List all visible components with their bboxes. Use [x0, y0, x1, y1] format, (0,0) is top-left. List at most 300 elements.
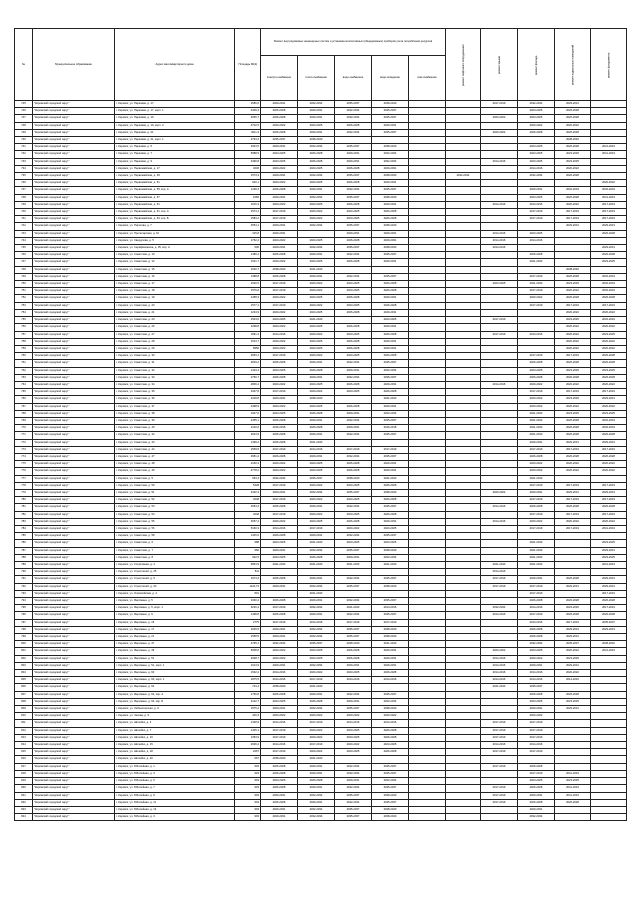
water-drain-cell: 2032-2034 — [372, 367, 409, 374]
table-row — [15, 655, 627, 662]
water-drain-cell — [372, 756, 409, 763]
gas-cell — [409, 223, 446, 230]
area-cell: 1576,8 — [235, 288, 261, 295]
water-drain-cell: 2014-2016 — [372, 720, 409, 727]
table-row — [15, 468, 627, 475]
gas-cell — [409, 410, 446, 417]
basement-cell: 2041-2043 — [555, 785, 591, 792]
water-supply-cell: 2035-2037 — [335, 634, 372, 641]
water-drain-cell: 2035-2037 — [372, 360, 409, 367]
roof-cell: 2023-2025 — [481, 281, 518, 288]
gas-cell — [409, 763, 446, 770]
water-supply-cell: 2032-2034 — [335, 533, 372, 540]
roof-cell: 2014-2016 — [481, 518, 518, 525]
electricity-cell: 2026-2028 — [261, 417, 298, 424]
table-row — [15, 389, 627, 396]
roof-cell: 2017-2019 — [481, 734, 518, 741]
row-num: 762 — [15, 367, 33, 374]
water-supply-cell — [335, 756, 372, 763]
heat-cell: 2023-2025 — [298, 165, 335, 172]
municipality-cell: "Кировский городской округ" — [33, 252, 115, 259]
table-row — [15, 482, 627, 489]
roof-cell: 2014-2016 — [481, 201, 518, 208]
electricity-cell: 2014-2016 — [261, 742, 298, 749]
basement-cell: 2026-2028 — [555, 598, 591, 605]
municipality-cell: "Кировский городской округ" — [33, 151, 115, 158]
electricity-cell: 2020-2022 — [261, 338, 298, 345]
table-row — [15, 115, 627, 122]
elevator-cell — [446, 698, 481, 705]
address-cell: г. Кировск, ул. Первомайская, д. 55, кор. А — [115, 187, 235, 194]
foundation-cell: 2017-2019 — [591, 590, 627, 597]
row-num: 779 — [15, 489, 33, 496]
heat-cell: 2032-2034 — [298, 245, 335, 252]
table-row — [15, 806, 627, 813]
roof-cell: 2020-2022 — [481, 115, 518, 122]
water-supply-cell: 2023-2025 — [335, 281, 372, 288]
foundation-cell: 2026-2028 — [591, 353, 627, 360]
municipality-cell: "Кировский городской округ" — [33, 749, 115, 756]
address-cell: г. Кировск, ул. Советская, д. 28 — [115, 338, 235, 345]
water-supply-cell: 2020-2022 — [335, 713, 372, 720]
elevator-cell — [446, 338, 481, 345]
address-cell: г. Кировск, ул. Советская, д. 6 — [115, 540, 235, 547]
elevator-cell — [446, 410, 481, 417]
heat-cell: 2023-2025 — [298, 655, 335, 662]
elevator-cell — [446, 612, 481, 619]
elevator-cell — [446, 129, 481, 136]
facade-cell: 2026-2028 — [518, 691, 555, 698]
foundation-cell: 2029-2031 — [591, 547, 627, 554]
table-row — [15, 727, 627, 734]
foundation-cell — [591, 684, 627, 691]
elevator-cell — [446, 101, 481, 108]
facade-cell: 2014-2016 — [518, 670, 555, 677]
electricity-cell: 2017-2019 — [261, 727, 298, 734]
facade-cell: 2020-2022 — [518, 403, 555, 410]
basement-cell: 2017-2019 — [555, 525, 591, 532]
area-cell: 3248 — [235, 511, 261, 518]
water-drain-cell: 2029-2031 — [372, 403, 409, 410]
electricity-cell: 2038-2040 — [261, 756, 298, 763]
municipality-cell: "Кировский городской округ" — [33, 698, 115, 705]
water-drain-cell: 2035-2037 — [372, 533, 409, 540]
water-drain-cell: 2032-2034 — [372, 158, 409, 165]
foundation-cell: 2026-2028 — [591, 374, 627, 381]
electricity-cell: 2023-2025 — [261, 410, 298, 417]
address-cell: г. Кировск, ул. Юбилейная, д. 7 — [115, 785, 235, 792]
electricity-cell: 2035-2037 — [261, 137, 298, 144]
heat-cell: 2032-2034 — [298, 489, 335, 496]
water-supply-cell: 2029-2031 — [335, 554, 372, 561]
area-cell: 723,4 — [235, 684, 261, 691]
elevator-cell — [446, 425, 481, 432]
address-cell: г. Кировск, ул. Ферсмана, д. 62, кор. Б — [115, 698, 235, 705]
foundation-cell: 2020-2022 — [591, 345, 627, 352]
foundation-cell — [591, 799, 627, 806]
municipality-cell: "Кировский городской округ" — [33, 525, 115, 532]
municipality-cell: "Кировский городской округ" — [33, 641, 115, 648]
water-drain-cell: 2035-2037 — [372, 576, 409, 583]
water-supply-cell: 2026-2028 — [335, 655, 372, 662]
row-num: 804 — [15, 670, 33, 677]
water-drain-cell: 2038-2040 — [372, 626, 409, 633]
address-cell: г. Кировск, ул. Ферсмана, д. 5 — [115, 598, 235, 605]
water-supply-cell: 2032-2034 — [335, 115, 372, 122]
roof-cell — [481, 360, 518, 367]
electricity-cell: 2026-2028 — [261, 129, 298, 136]
address-cell: г. Кировск, ул. Советская, д. 36 — [115, 396, 235, 403]
basement-cell — [555, 727, 591, 734]
heat-cell: 2026-2028 — [298, 698, 335, 705]
row-num: 747 — [15, 259, 33, 266]
facade-cell: 2023-2025 — [518, 115, 555, 122]
row-num: 793 — [15, 590, 33, 597]
municipality-cell: "Кировский городской округ" — [33, 324, 115, 331]
foundation-cell — [591, 115, 627, 122]
electricity-cell: 2026-2028 — [261, 612, 298, 619]
water-supply-cell: 2035-2037 — [335, 144, 372, 151]
address-cell: г. Кировск, ул. Юбилейная, д. 13 — [115, 806, 235, 813]
elevator-cell — [446, 706, 481, 713]
address-cell: г. Кировск, ул. Юбилейная, д. 3 — [115, 814, 235, 821]
foundation-cell — [591, 158, 627, 165]
row-num: 808 — [15, 698, 33, 705]
elevator-cell — [446, 727, 481, 734]
address-cell: г. Кировск, ул. Ферсмана, д. 9 — [115, 612, 235, 619]
area-cell: 3653,1 — [235, 353, 261, 360]
address-cell: г. Кировск, ул. Первомайская, д. 57 — [115, 194, 235, 201]
heat-cell: 2023-2025 — [298, 338, 335, 345]
area-cell: 4654,3 — [235, 504, 261, 511]
heat-cell: 2038-2040 — [298, 137, 335, 144]
gas-cell — [409, 187, 446, 194]
table-row — [15, 381, 627, 388]
water-drain-cell: 2032-2034 — [372, 410, 409, 417]
elevator-cell — [446, 598, 481, 605]
row-num: 807 — [15, 691, 33, 698]
address-cell: г. Кировск, ул. Шилейко, д. 18 — [115, 749, 235, 756]
facade-cell: 2014-2016 — [518, 677, 555, 684]
address-cell: г. Кировск, ул. Советская, д. 37 — [115, 403, 235, 410]
row-num: 751 — [15, 288, 33, 295]
basement-cell: 2020-2022 — [555, 331, 591, 338]
water-drain-cell: 2026-2028 — [372, 511, 409, 518]
water-drain-cell: 2032-2034 — [372, 778, 409, 785]
row-num: 795 — [15, 605, 33, 612]
foundation-cell: 2017-2019 — [591, 302, 627, 309]
water-drain-cell: 2026-2028 — [372, 497, 409, 504]
water-drain-cell: 2032-2034 — [372, 554, 409, 561]
roof-cell — [481, 446, 518, 453]
foundation-cell: 2041-2043 — [591, 151, 627, 158]
roof-cell — [481, 540, 518, 547]
gas-cell — [409, 720, 446, 727]
municipality-cell: "Кировский городской округ" — [33, 381, 115, 388]
water-drain-cell: 2029-2031 — [372, 648, 409, 655]
basement-cell: 2026-2028 — [555, 612, 591, 619]
basement-cell: 2017-2019 — [555, 511, 591, 518]
water-drain-cell: 2035-2037 — [372, 417, 409, 424]
elevator-cell — [446, 511, 481, 518]
foundation-cell: 2020-2022 — [591, 403, 627, 410]
gas-cell — [409, 540, 446, 547]
basement-cell: 2023-2025 — [555, 410, 591, 417]
foundation-cell: 2020-2022 — [591, 518, 627, 525]
table-row — [15, 554, 627, 561]
electricity-cell: 2017-2019 — [261, 749, 298, 756]
basement-cell: 2017-2019 — [555, 482, 591, 489]
electricity-cell: 2026-2028 — [261, 770, 298, 777]
water-supply-cell: 2017-2019 — [335, 619, 372, 626]
basement-cell: 2038-2040 — [555, 137, 591, 144]
facade-cell — [518, 324, 555, 331]
foundation-cell: 2023-2025 — [591, 331, 627, 338]
water-drain-cell: 2026-2028 — [372, 331, 409, 338]
elevator-cell — [446, 590, 481, 597]
municipality-cell: "Кировский городской округ" — [33, 497, 115, 504]
address-cell: г. Кировск, ул. Советская, д. 29 — [115, 345, 235, 352]
heat-cell: 2026-2028 — [298, 554, 335, 561]
water-drain-cell: 2038-2040 — [372, 583, 409, 590]
area-cell: 1521,7 — [235, 259, 261, 266]
elevator-cell — [446, 756, 481, 763]
foundation-cell: 2020-2022 — [591, 381, 627, 388]
gas-cell — [409, 295, 446, 302]
table-row — [15, 165, 627, 172]
facade-cell: 2032-2034 — [518, 173, 555, 180]
gas-cell — [409, 389, 446, 396]
foundation-cell: 2026-2028 — [591, 252, 627, 259]
table-row — [15, 662, 627, 669]
roof-cell — [481, 209, 518, 216]
water-supply-cell: 2023-2025 — [335, 670, 372, 677]
address-cell: г. Кировск, ул. Спортивная, д. 4 — [115, 562, 235, 569]
row-num: 757 — [15, 331, 33, 338]
col-heat: тепло-снабжение — [298, 56, 335, 101]
row-num: 746 — [15, 252, 33, 259]
col-municipality: Муниципальное образование — [33, 29, 115, 101]
elevator-cell — [446, 605, 481, 612]
municipality-cell: "Кировский городской округ" — [33, 634, 115, 641]
water-supply-cell: 2032-2034 — [335, 785, 372, 792]
foundation-cell: 2020-2022 — [591, 324, 627, 331]
water-drain-cell: 2026-2028 — [372, 353, 409, 360]
water-drain-cell: 2035-2037 — [372, 129, 409, 136]
table-row — [15, 403, 627, 410]
address-cell: г. Кировск, ул. Пролетарская, д. 10 — [115, 230, 235, 237]
water-drain-cell: 2035-2037 — [372, 115, 409, 122]
heat-cell: 2020-2022 — [298, 713, 335, 720]
table-row — [15, 108, 627, 115]
water-drain-cell: 2041-2043 — [372, 396, 409, 403]
row-num: 823 — [15, 806, 33, 813]
area-cell: 1558,5 — [235, 634, 261, 641]
row-num: 736 — [15, 180, 33, 187]
table-row — [15, 331, 627, 338]
area-cell: 903 — [235, 814, 261, 821]
electricity-cell: 2020-2022 — [261, 309, 298, 316]
address-cell: г. Кировск, ул. Парковая, д. 19, корп. 2 — [115, 122, 235, 129]
address-cell: г. Кировск, ул. Советская, д. 48 — [115, 461, 235, 468]
gas-cell — [409, 525, 446, 532]
basement-cell: 2041-2043 — [555, 770, 591, 777]
gas-cell — [409, 173, 446, 180]
table-row — [15, 511, 627, 518]
table-row — [15, 612, 627, 619]
gas-cell — [409, 396, 446, 403]
facade-cell: 2041-2043 — [518, 540, 555, 547]
electricity-cell: 2020-2022 — [261, 324, 298, 331]
facade-cell: 2029-2031 — [518, 439, 555, 446]
table-row — [15, 720, 627, 727]
electricity-cell: 2029-2031 — [261, 245, 298, 252]
area-cell: 8956 — [235, 345, 261, 352]
municipality-cell: "Кировский городской округ" — [33, 511, 115, 518]
table-row — [15, 353, 627, 360]
row-num: 735 — [15, 173, 33, 180]
table-row — [15, 309, 627, 316]
gas-cell — [409, 266, 446, 273]
roof-cell: 2014-2016 — [481, 677, 518, 684]
municipality-cell: "Кировский городской округ" — [33, 259, 115, 266]
heat-cell: 2041-2043 — [298, 266, 335, 273]
facade-cell: 2017-2019 — [518, 288, 555, 295]
table-row — [15, 770, 627, 777]
electricity-cell: 2026-2028 — [261, 799, 298, 806]
row-num: 771 — [15, 432, 33, 439]
heat-cell — [298, 569, 335, 576]
water-supply-cell: 2026-2028 — [335, 180, 372, 187]
col-gas: газо-снабжение — [409, 56, 446, 101]
water-supply-cell: 2032-2034 — [335, 770, 372, 777]
facade-cell: 2023-2025 — [518, 698, 555, 705]
heat-cell: 2029-2031 — [298, 799, 335, 806]
area-cell: 2398,9 — [235, 403, 261, 410]
gas-cell — [409, 367, 446, 374]
area-cell: 1762,2 — [235, 237, 261, 244]
gas-cell — [409, 569, 446, 576]
row-num: 729 — [15, 129, 33, 136]
electricity-cell: 2029-2031 — [261, 706, 298, 713]
elevator-cell — [446, 223, 481, 230]
facade-cell: 2020-2022 — [518, 396, 555, 403]
water-supply-cell — [335, 569, 372, 576]
table-row — [15, 677, 627, 684]
municipality-cell: "Кировский городской округ" — [33, 439, 115, 446]
row-num: 824 — [15, 814, 33, 821]
area-cell: 1577,1 — [235, 302, 261, 309]
area-cell: 1520,7 — [235, 266, 261, 273]
gas-cell — [409, 648, 446, 655]
electricity-cell: 2020-2022 — [261, 259, 298, 266]
basement-cell: 2026-2028 — [555, 129, 591, 136]
facade-cell: 2017-2019 — [518, 590, 555, 597]
address-cell: г. Кировск, ул. Советская, д. 43 — [115, 439, 235, 446]
gas-cell — [409, 245, 446, 252]
municipality-cell: "Кировский городской округ" — [33, 605, 115, 612]
row-num: 742 — [15, 223, 33, 230]
electricity-cell: 2016-2018 — [261, 425, 298, 432]
address-cell: г. Кировск, ул. Советская, д. 55 — [115, 518, 235, 525]
heat-cell: 2041-2043 — [298, 317, 335, 324]
facade-cell: 2023-2025 — [518, 158, 555, 165]
roof-cell — [481, 554, 518, 561]
water-supply-cell — [335, 396, 372, 403]
table-row — [15, 475, 627, 482]
facade-cell: 2041-2043 — [518, 281, 555, 288]
address-cell: г. Кировск, ул. Советская, д. 42 — [115, 432, 235, 439]
water-drain-cell: 2014-2016 — [372, 605, 409, 612]
heat-cell: 2023-2025 — [298, 324, 335, 331]
water-drain-cell: 2041-2043 — [372, 562, 409, 569]
address-cell: г. Кировск, ул. Советская, д. 50 — [115, 482, 235, 489]
water-drain-cell: 2023-2025 — [372, 540, 409, 547]
water-drain-cell: 2038-2040 — [372, 634, 409, 641]
table-row — [15, 706, 627, 713]
heat-cell: 2029-2031 — [298, 115, 335, 122]
row-num: 745 — [15, 245, 33, 252]
basement-cell: 2029-2031 — [555, 439, 591, 446]
municipality-cell: "Кировский городской округ" — [33, 266, 115, 273]
water-supply-cell: 2035-2037 — [335, 706, 372, 713]
heat-cell: 2017-2019 — [298, 525, 335, 532]
address-cell: г. Кировск, ул. Советская, д. 21 — [115, 309, 235, 316]
facade-cell: 2041-2043 — [518, 562, 555, 569]
gas-cell — [409, 576, 446, 583]
water-supply-cell: 2029-2031 — [335, 158, 372, 165]
heat-cell: 2029-2031 — [298, 360, 335, 367]
heat-cell: 2023-2025 — [298, 201, 335, 208]
table-row — [15, 540, 627, 547]
facade-cell: 2032-2034 — [518, 814, 555, 821]
water-supply-cell: 2035-2037 — [335, 806, 372, 813]
address-cell: г. Кировск, ул. Советская, д. 54 — [115, 511, 235, 518]
elevator-cell — [446, 742, 481, 749]
water-supply-cell: 2029-2031 — [335, 151, 372, 158]
table-row — [15, 742, 627, 749]
heat-cell: 2020-2022 — [298, 216, 335, 223]
water-supply-cell: 2023-2025 — [335, 511, 372, 518]
water-supply-cell: 2032-2034 — [335, 799, 372, 806]
table-row — [15, 417, 627, 424]
water-supply-cell: 2020-2022 — [335, 525, 372, 532]
address-cell: г. Кировск, ул. Советская, д. 58 — [115, 533, 235, 540]
address-cell: г. Кировск, ул. Советская, д. 8 — [115, 554, 235, 561]
electricity-cell: 2029-2031 — [261, 814, 298, 821]
water-drain-cell: 2035-2037 — [372, 108, 409, 115]
water-drain-cell — [372, 439, 409, 446]
municipality-cell: "Кировский городской округ" — [33, 677, 115, 684]
water-drain-cell: 2038-2040 — [372, 223, 409, 230]
roof-cell — [481, 187, 518, 194]
facade-cell — [518, 137, 555, 144]
municipality-cell: "Кировский городской округ" — [33, 194, 115, 201]
area-cell: 3347,8 — [235, 389, 261, 396]
address-cell: г. Кировск, ул. Олимпийская, д. 2 — [115, 590, 235, 597]
roof-cell: 2017-2019 — [481, 763, 518, 770]
water-drain-cell: 2038-2040 — [372, 245, 409, 252]
basement-cell: 2026-2028 — [555, 273, 591, 280]
roof-cell — [481, 223, 518, 230]
facade-cell: 2026-2028 — [518, 634, 555, 641]
elevator-cell — [446, 540, 481, 547]
facade-cell: 2020-2022 — [518, 518, 555, 525]
water-drain-cell: 2029-2031 — [372, 345, 409, 352]
foundation-cell — [591, 706, 627, 713]
row-num: 792 — [15, 583, 33, 590]
table-row — [15, 547, 627, 554]
